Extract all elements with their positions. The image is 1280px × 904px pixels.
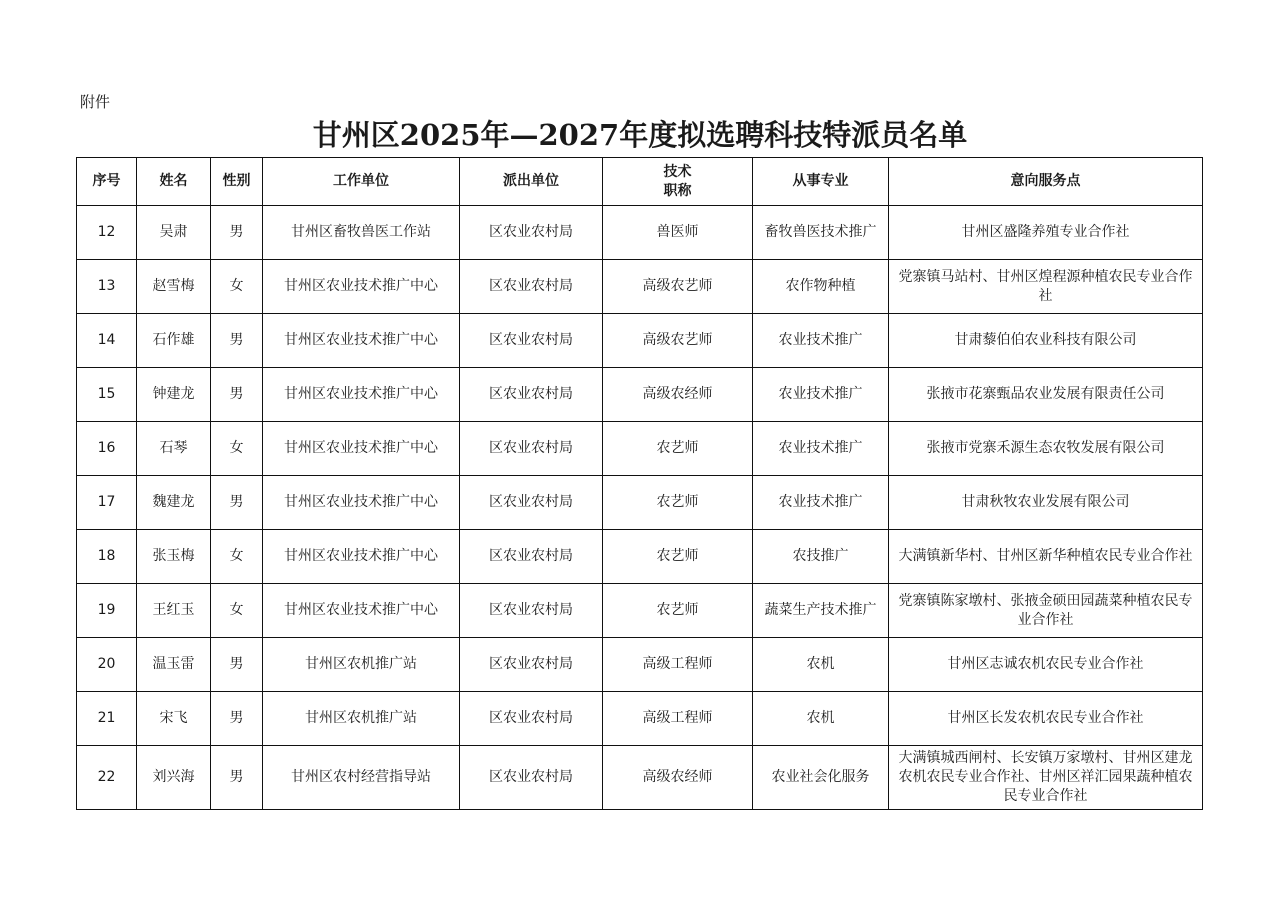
cell-site: 甘肃秋牧农业发展有限公司 <box>889 476 1203 530</box>
table-row <box>77 260 1203 314</box>
document-title: 甘州区2025年—2027年度拟选聘科技特派员名单 <box>312 118 968 152</box>
cell-dispatch: 区农业农村局 <box>460 692 603 746</box>
table-row <box>77 746 1203 810</box>
cell-dispatch: 区农业农村局 <box>460 422 603 476</box>
cell-sex: 男 <box>211 638 263 692</box>
cell-major: 农业技术推广 <box>753 422 889 476</box>
cell-title: 高级工程师 <box>603 638 753 692</box>
header-no: 序号 <box>77 158 137 206</box>
cell-title: 农艺师 <box>603 422 753 476</box>
table-row <box>77 638 1203 692</box>
table-row <box>77 314 1203 368</box>
cell-dispatch: 区农业农村局 <box>460 530 603 584</box>
cell-title: 高级农艺师 <box>603 260 753 314</box>
cell-major: 农技推广 <box>753 530 889 584</box>
cell-name: 赵雪梅 <box>137 260 211 314</box>
cell-major: 农业技术推广 <box>753 314 889 368</box>
cell-dispatch: 区农业农村局 <box>460 476 603 530</box>
header-major: 从事专业 <box>753 158 889 206</box>
cell-dispatch: 区农业农村局 <box>460 314 603 368</box>
header-tech-title <box>603 158 753 206</box>
cell-major: 农业社会化服务 <box>753 746 889 810</box>
cell-site: 党寨镇陈家墩村、张掖金硕田园蔬菜种植农民专业合作社 <box>889 584 1203 638</box>
cell-name: 吴肃 <box>137 206 211 260</box>
cell-name: 宋飞 <box>137 692 211 746</box>
cell-title: 高级农艺师 <box>603 314 753 368</box>
cell-name: 刘兴海 <box>137 746 211 810</box>
cell-site: 甘州区盛隆养殖专业合作社 <box>889 206 1203 260</box>
cell-org: 甘州区农业技术推广中心 <box>263 584 460 638</box>
cell-dispatch: 区农业农村局 <box>460 638 603 692</box>
cell-no: 12 <box>77 206 137 260</box>
cell-sex: 男 <box>211 368 263 422</box>
cell-sex: 男 <box>211 206 263 260</box>
cell-org: 甘州区农业技术推广中心 <box>263 368 460 422</box>
cell-no: 20 <box>77 638 137 692</box>
cell-name: 王红玉 <box>137 584 211 638</box>
cell-sex: 女 <box>211 260 263 314</box>
cell-org: 甘州区农机推广站 <box>263 692 460 746</box>
cell-org: 甘州区农业技术推广中心 <box>263 530 460 584</box>
cell-site: 甘州区志诚农机农民专业合作社 <box>889 638 1203 692</box>
cell-sex: 男 <box>211 692 263 746</box>
cell-name: 温玉雷 <box>137 638 211 692</box>
cell-name: 钟建龙 <box>137 368 211 422</box>
cell-major: 农机 <box>753 692 889 746</box>
cell-no: 21 <box>77 692 137 746</box>
header-dispatch: 派出单位 <box>460 158 603 206</box>
cell-dispatch: 区农业农村局 <box>460 260 603 314</box>
cell-sex: 男 <box>211 314 263 368</box>
header-tech-title-line1: 技术 <box>663 163 692 180</box>
header-row <box>77 158 1203 206</box>
cell-title: 高级农经师 <box>603 746 753 810</box>
cell-dispatch: 区农业农村局 <box>460 746 603 810</box>
cell-sex: 男 <box>211 476 263 530</box>
cell-sex: 女 <box>211 530 263 584</box>
cell-title: 农艺师 <box>603 584 753 638</box>
cell-org: 甘州区畜牧兽医工作站 <box>263 206 460 260</box>
cell-major: 农机 <box>753 638 889 692</box>
header-org: 工作单位 <box>263 158 460 206</box>
cell-org: 甘州区农机推广站 <box>263 638 460 692</box>
cell-sex: 女 <box>211 584 263 638</box>
header-tech-title-line2: 职称 <box>663 182 692 199</box>
cell-title: 农艺师 <box>603 476 753 530</box>
header-sex: 性别 <box>211 158 263 206</box>
cell-site: 张掖市花寨甄品农业发展有限责任公司 <box>889 368 1203 422</box>
table-row <box>77 476 1203 530</box>
cell-no: 13 <box>77 260 137 314</box>
cell-site: 大满镇新华村、甘州区新华种植农民专业合作社 <box>889 530 1203 584</box>
cell-no: 14 <box>77 314 137 368</box>
cell-org: 甘州区农村经营指导站 <box>263 746 460 810</box>
cell-no: 19 <box>77 584 137 638</box>
cell-sex: 女 <box>211 422 263 476</box>
cell-no: 15 <box>77 368 137 422</box>
cell-no: 22 <box>77 746 137 810</box>
header-site: 意向服务点 <box>889 158 1203 206</box>
cell-org: 甘州区农业技术推广中心 <box>263 476 460 530</box>
table-row <box>77 206 1203 260</box>
cell-name: 魏建龙 <box>137 476 211 530</box>
cell-no: 16 <box>77 422 137 476</box>
cell-name: 石琴 <box>137 422 211 476</box>
cell-site: 大满镇城西闸村、长安镇万家墩村、甘州区建龙农机农民专业合作社、甘州区祥汇园果蔬种植农民专业合作社 <box>889 746 1203 810</box>
cell-title: 高级农经师 <box>603 368 753 422</box>
cell-no: 17 <box>77 476 137 530</box>
table-row <box>77 584 1203 638</box>
roster-body <box>77 206 1203 810</box>
cell-dispatch: 区农业农村局 <box>460 584 603 638</box>
cell-dispatch: 区农业农村局 <box>460 368 603 422</box>
cell-major: 蔬菜生产技术推广 <box>753 584 889 638</box>
cell-org: 甘州区农业技术推广中心 <box>263 260 460 314</box>
cell-org: 甘州区农业技术推广中心 <box>263 314 460 368</box>
cell-sex: 男 <box>211 746 263 810</box>
roster-table <box>76 157 1203 810</box>
table-row <box>77 422 1203 476</box>
cell-site: 张掖市党寨禾源生态农牧发展有限公司 <box>889 422 1203 476</box>
table-row <box>77 530 1203 584</box>
cell-major: 农作物种植 <box>753 260 889 314</box>
cell-site: 党寨镇马站村、甘州区煌程源种植农民专业合作社 <box>889 260 1203 314</box>
cell-title: 兽医师 <box>603 206 753 260</box>
cell-dispatch: 区农业农村局 <box>460 206 603 260</box>
table-row <box>77 692 1203 746</box>
cell-title: 高级工程师 <box>603 692 753 746</box>
header-name: 姓名 <box>137 158 211 206</box>
cell-name: 张玉梅 <box>137 530 211 584</box>
table-row <box>77 368 1203 422</box>
cell-title: 农艺师 <box>603 530 753 584</box>
cell-major: 农业技术推广 <box>753 476 889 530</box>
cell-no: 18 <box>77 530 137 584</box>
cell-org: 甘州区农业技术推广中心 <box>263 422 460 476</box>
cell-site: 甘州区长发农机农民专业合作社 <box>889 692 1203 746</box>
attachment-label: 附件 <box>80 93 111 111</box>
cell-site: 甘肃藜伯伯农业科技有限公司 <box>889 314 1203 368</box>
cell-major: 农业技术推广 <box>753 368 889 422</box>
cell-major: 畜牧兽医技术推广 <box>753 206 889 260</box>
cell-name: 石作雄 <box>137 314 211 368</box>
